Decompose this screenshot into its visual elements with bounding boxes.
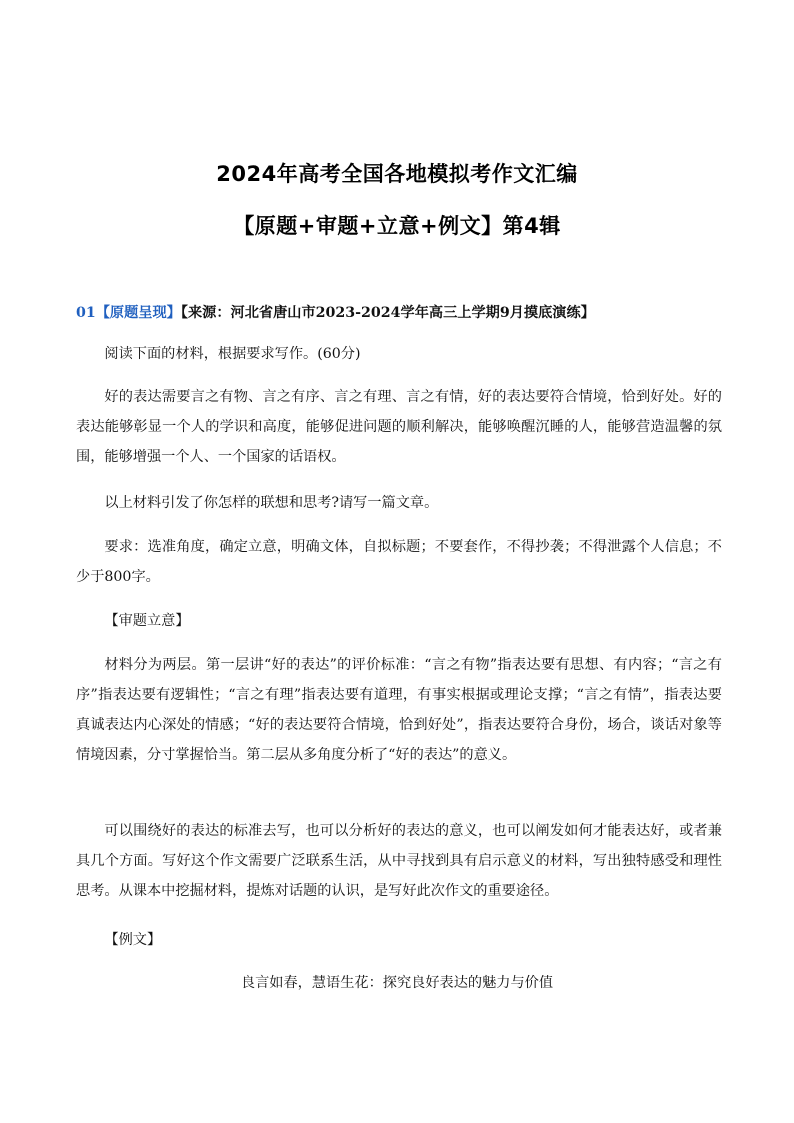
source-line [76,302,722,322]
analysis-paragraph-2: 可以围绕好的表达的标准去写，也可以分析好的表达的意义，也可以阐发如何才能表达好，或者兼具几个方面。写好这个作文需要广泛联系生活，从中寻找到具有启示意义的材料，写出独特感受和理性思考。从课本中挖掘材料，提炼对话题的认识，是写好此次作文的重要途径。 [76,823,722,899]
source-reference: 【来源：河北省唐山市2023-2024学年高三上学期9月摸底演练】 [180,305,595,321]
document-title: 2024年高考全国各地模拟考作文汇编 [216,162,578,186]
question-number-label: 01【原题呈现】 [76,305,181,321]
instruction-paragraph: 阅读下面的材料，根据要求写作。(60分) [104,346,361,362]
requirements-paragraph: 要求：选准角度，确定立意，明确文体，自拟标题；不要套作，不得抄袭；不得泄露个人信息；不少于800字。 [76,539,722,585]
document-subtitle: 【原题+审题+立意+例文】第4辑 [233,214,561,238]
prompt-paragraph: 以上材料引发了你怎样的联想和思考?请写一篇文章。 [104,495,439,511]
section-heading-analysis: 【审题立意】 [104,613,190,629]
material-paragraph: 好的表达需要言之有物、言之有序、言之有理、言之有情，好的表达要符合情境，恰到好处。好的表达能够彰显一个人的学识和高度，能够促进问题的顺利解决，能够唤醒沉睡的人，能够营造温馨的氛围，能够增强一个人、一个国家的话语权。 [76,389,722,465]
analysis-paragraph-1: 材料分为两层。第一层讲“好的表达”的评价标准：“言之有物”指表达要有思想、有内容；“言之有序”指表达要有逻辑性；“言之有理”指表达要有道理，有事实根据或理论支撑；“言之有情”，指表达要真诚表达内心深处的情感；“好的表达要符合情境，恰到好处”，指表达要符合身份，场合，谈话对象等情境因素，分寸掌握恰当。第二层从多角度分析了“好的表达”的意义。 [76,657,722,763]
section-heading-example: 【例文】 [104,932,162,948]
essay-title: 良言如春，慧语生花：探究良好表达的魅力与价值 [240,975,554,991]
